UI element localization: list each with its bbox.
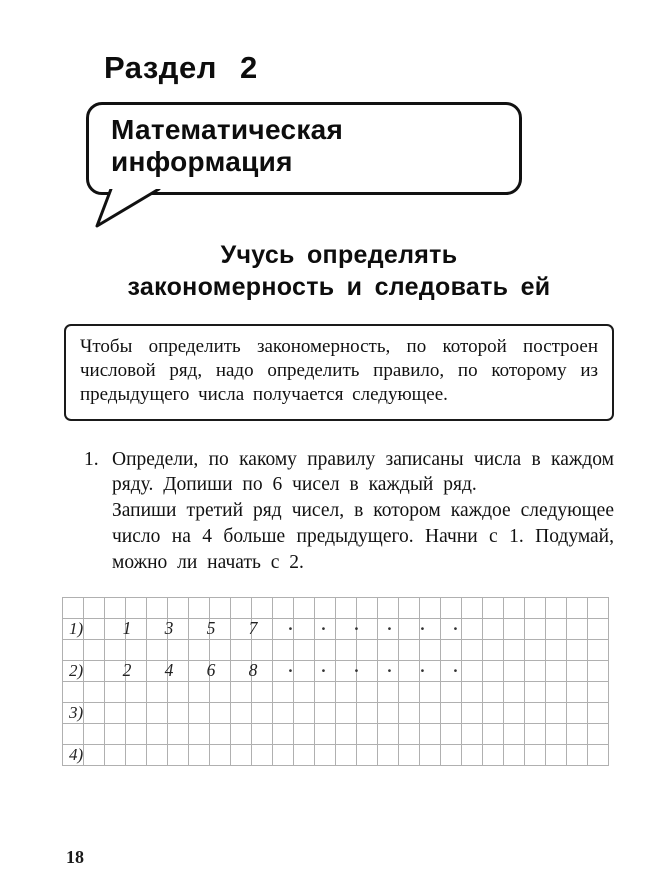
fill-in-dot[interactable]: · [320, 660, 327, 680]
page-number: 18 [66, 847, 84, 867]
grid-number: 3 [164, 618, 174, 639]
fill-in-dot[interactable]: · [320, 618, 327, 638]
fill-in-dot[interactable]: · [452, 618, 459, 638]
task-paragraph-1: Определи, по какому правилу записаны числа в каждом ряду. Допиши по 6 чисел в каждый ряд. [112, 448, 614, 496]
row-label: 1) [69, 618, 84, 638]
section-title: Раздел 2 [104, 50, 258, 85]
fill-in-dot[interactable]: · [419, 660, 426, 680]
row-label: 2) [69, 660, 84, 680]
speech-bubble-tail-icon [95, 189, 165, 229]
fill-in-dot[interactable]: · [353, 660, 360, 680]
grid-number: 4 [164, 660, 174, 681]
grid-row-3 [62, 702, 609, 723]
row-label: 4) [69, 744, 84, 764]
grid-number: 7 [248, 618, 258, 639]
lesson-title [64, 239, 614, 303]
task-text [112, 447, 614, 576]
lesson-title-line-1: Учусь определять [220, 240, 458, 269]
grid-number: 6 [206, 660, 216, 681]
fill-in-dot[interactable]: · [353, 618, 360, 638]
rule-text: Чтобы определить закономерность, по которой построен числовой ряд, надо определить правило, по которому из предыдущего числа получается следующее. [80, 335, 598, 406]
bubble-title-line-2: информация [111, 146, 293, 178]
fill-in-dot[interactable]: · [287, 660, 294, 680]
rule-box [64, 324, 614, 421]
fill-in-dot[interactable]: · [386, 660, 393, 680]
grid-number: 1 [122, 618, 132, 639]
answer-grid [62, 597, 609, 766]
bubble-title-line-1: Математическая [111, 114, 344, 145]
fill-in-dot[interactable]: · [287, 618, 294, 638]
fill-in-dot[interactable]: · [419, 618, 426, 638]
task-paragraph-2: Запиши третий ряд чисел, в котором каждое следующее число на 4 больше предыдущего. Начни с 1. Подумай, можно ли начать с 2. [112, 500, 614, 573]
lesson-title-line-2: закономерность и следовать ей [127, 272, 551, 301]
grid-number: 2 [122, 660, 132, 681]
grid-row-1 [62, 618, 609, 639]
grid-number: 5 [206, 618, 216, 639]
row-label: 3) [69, 702, 84, 722]
speech-bubble [86, 102, 522, 195]
grid-row-2 [62, 660, 609, 681]
task-number: 1. [84, 448, 99, 470]
task-1 [64, 447, 614, 576]
fill-in-dot[interactable]: · [386, 618, 393, 638]
grid-row-4 [62, 744, 609, 765]
grid-number: 8 [248, 660, 258, 681]
fill-in-dot[interactable]: · [452, 660, 459, 680]
